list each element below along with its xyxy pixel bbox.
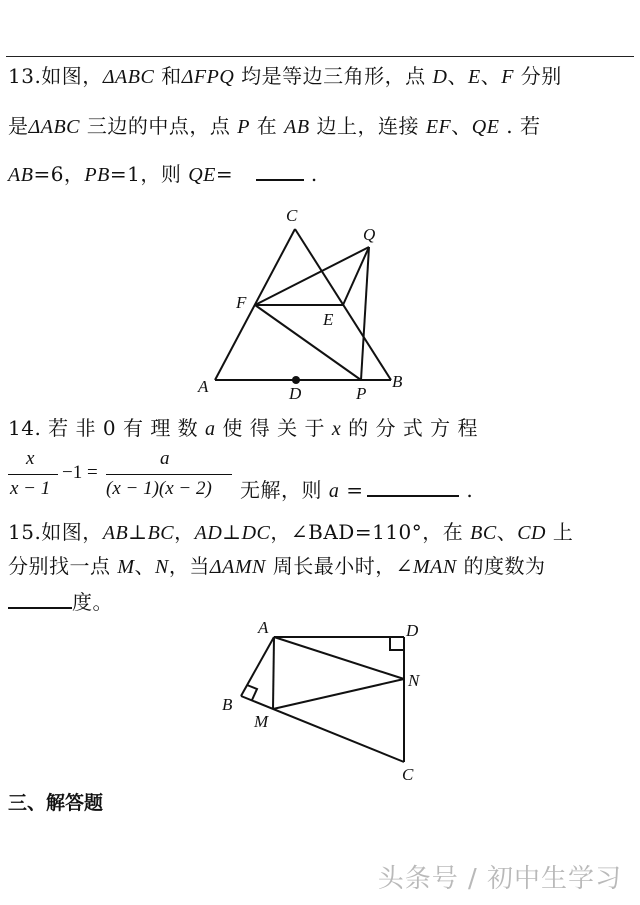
label-C: C bbox=[402, 765, 414, 784]
label-C: C bbox=[286, 206, 298, 225]
label-B: B bbox=[392, 372, 403, 391]
q15-answer-blank[interactable] bbox=[8, 607, 72, 609]
label-A: A bbox=[198, 377, 209, 396]
q13-answer-blank[interactable] bbox=[256, 179, 304, 181]
section-title: 三、解答题 bbox=[8, 792, 104, 814]
q14-line-1: 14. 若 非 0 有 理 数 a 使 得 关 于 x 的 分 式 方 程 bbox=[8, 416, 479, 440]
q15-line-3: 度。 bbox=[8, 586, 113, 615]
label-D: D bbox=[289, 384, 302, 400]
segment-AB bbox=[241, 637, 274, 696]
q13-line-2: 是ΔABC 三边的中点，点 P 在 AB 边上，连接 EF、QE . 若 bbox=[8, 114, 541, 138]
label-B: B bbox=[222, 695, 233, 714]
segment-MN bbox=[273, 679, 404, 709]
q13-number: 13.如图， bbox=[8, 64, 103, 88]
label-Q: Q bbox=[363, 225, 376, 244]
top-rule bbox=[6, 56, 634, 57]
fraction-2-numerator: a bbox=[160, 448, 170, 469]
q15-line-1: 15.如图，AB⊥BC，AD⊥DC，∠BAD=110°，在 BC、CD 上 bbox=[8, 520, 574, 544]
fraction-2-denominator: (x − 1)(x − 2) bbox=[106, 478, 212, 499]
right-angle-B bbox=[247, 685, 257, 700]
fraction-1-denominator: x − 1 bbox=[10, 478, 51, 499]
q14-tail: 无解，则 a = . bbox=[240, 478, 474, 502]
q13-line-3: AB=6，PB=1，则 QE= . bbox=[8, 162, 318, 186]
right-angle-D bbox=[390, 637, 404, 650]
segment-AM bbox=[273, 637, 274, 709]
fraction-1-numerator: x bbox=[26, 448, 35, 469]
segment-QP bbox=[361, 247, 369, 380]
watermark: 头条号 / 初中生学习 bbox=[377, 864, 622, 894]
q15-figure bbox=[215, 615, 430, 785]
minus-one-equals: −1 = bbox=[62, 462, 98, 483]
label-E: E bbox=[323, 310, 334, 329]
fraction-1-bar bbox=[8, 474, 58, 475]
label-D: D bbox=[406, 621, 419, 640]
segment-AN bbox=[274, 637, 404, 679]
point-D-dot bbox=[292, 376, 300, 384]
label-A: A bbox=[258, 618, 269, 637]
q13-line-1: 13.如图，ΔABC 和ΔFPQ 均是等边三角形，点 D、E、F 分别 bbox=[8, 64, 562, 88]
segment-FP bbox=[255, 305, 361, 380]
q15-line-2: 分别找一点 M、N，当ΔAMN 周长最小时，∠MAN 的度数为 bbox=[8, 554, 546, 578]
label-F: F bbox=[236, 293, 247, 312]
label-N: N bbox=[408, 671, 420, 690]
label-M: M bbox=[254, 712, 269, 731]
q14-answer-blank[interactable] bbox=[367, 495, 459, 497]
fraction-2-bar bbox=[106, 474, 232, 475]
q13-figure bbox=[190, 200, 430, 400]
label-P: P bbox=[356, 384, 367, 400]
